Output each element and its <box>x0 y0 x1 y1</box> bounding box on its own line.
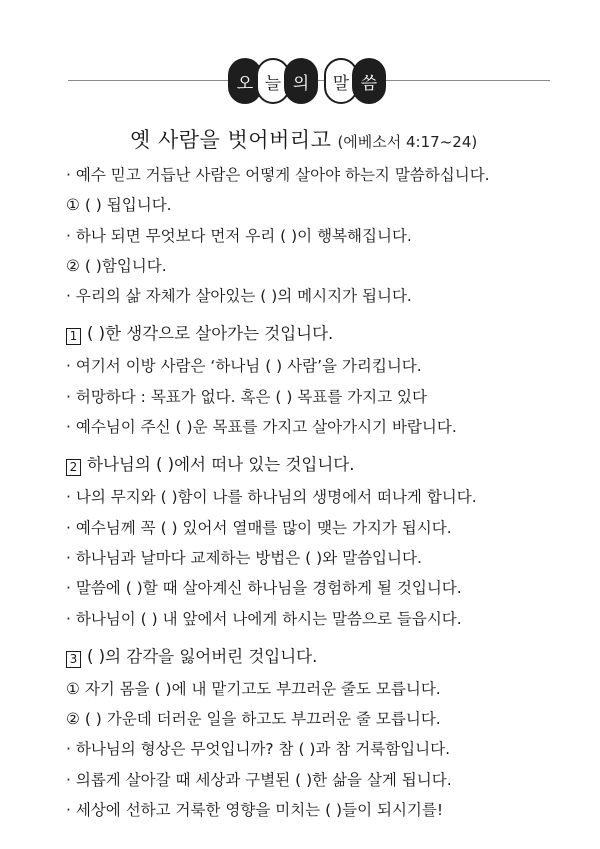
section-number-box: 1 <box>66 328 81 345</box>
header-pill-3: 의 <box>284 58 318 104</box>
header-pill-1: 오 <box>228 58 262 104</box>
section-heading <box>66 640 566 674</box>
outline-line: · 하나님과 날마다 교제하는 방법은 ( )와 말씀입니다. <box>66 548 422 567</box>
outline-line: · 허망하다 : 목표가 없다. 혹은 ( ) 목표를 가지고 있다 <box>66 387 427 406</box>
outline-line: · 예수 믿고 거듭난 사람은 어떻게 살아야 하는지 말씀하십니다. <box>66 166 490 184</box>
scripture-reference: (에베소서 4:17~24) <box>337 133 478 151</box>
section-number-box: 3 <box>66 651 81 668</box>
section-heading <box>66 448 566 482</box>
section-heading-text: ( )한 생각으로 살아가는 것입니다. <box>87 324 334 344</box>
section-heading-text: ( )의 감각을 잃어버린 것입니다. <box>87 646 318 666</box>
outline-line: · 하나님의 형상은 무엇입니까? 참 ( )과 참 거룩함입니다. <box>66 740 451 759</box>
outline-line: · 예수님이 주신 ( )운 목표를 가지고 살아가시기 바랍니다. <box>66 418 457 437</box>
title-main: 옛 사람을 벗어버리고 <box>130 128 332 152</box>
header-pill-5: 씀 <box>352 58 386 104</box>
header-banner <box>0 52 600 102</box>
outline-line: · 의롭게 살아갈 때 세상과 구별된 ( )한 삶을 살게 됩니다. <box>66 770 452 789</box>
page-title <box>130 124 477 154</box>
outline-line: · 말씀에 ( )할 때 살아계신 하나님을 경험하게 될 것입니다. <box>66 579 462 598</box>
outline-line: ② ( ) 가운데 더러운 일을 하고도 부끄러운 줄 모릅니다. <box>66 710 441 729</box>
outline-line: · 예수님께 꼭 ( ) 있어서 열매를 많이 맺는 가지가 됩시다. <box>66 518 452 537</box>
header-pill-4: 말 <box>324 58 358 104</box>
outline-line: ① ( ) 됩입니다. <box>66 196 172 215</box>
header-pill-2: 늘 <box>256 58 290 104</box>
outline-line: · 나의 무지와 ( )함이 나를 하나님의 생명에서 떠나게 합니다. <box>66 488 477 507</box>
outline-line: · 하나 되면 무엇보다 먼저 우리 ( )이 행복해집니다. <box>66 226 412 245</box>
outline-line: · 우리의 삶 자체가 살아있는 ( )의 메시지가 됩니다. <box>66 287 412 306</box>
outline-line: · 세상에 선하고 거룩한 영향을 미치는 ( )들이 되시기를! <box>66 801 444 820</box>
outline-line: ① 자기 몸을 ( )에 내 맡기고도 부끄러운 줄도 모릅니다. <box>66 679 441 698</box>
section-heading <box>66 317 566 351</box>
section-number-box: 2 <box>66 459 81 476</box>
section-heading-text: 하나님의 ( )에서 떠나 있는 것입니다. <box>87 455 355 475</box>
outline-line: · 하나님이 ( ) 내 앞에서 나에게 하시는 말씀으로 들읍시다. <box>66 609 462 628</box>
sermon-outline <box>66 160 566 825</box>
outline-line: ② ( )함입니다. <box>66 256 167 275</box>
outline-line: · 여기서 이방 사람은 ‘하나님 ( ) 사람’을 가리킵니다. <box>66 357 422 376</box>
